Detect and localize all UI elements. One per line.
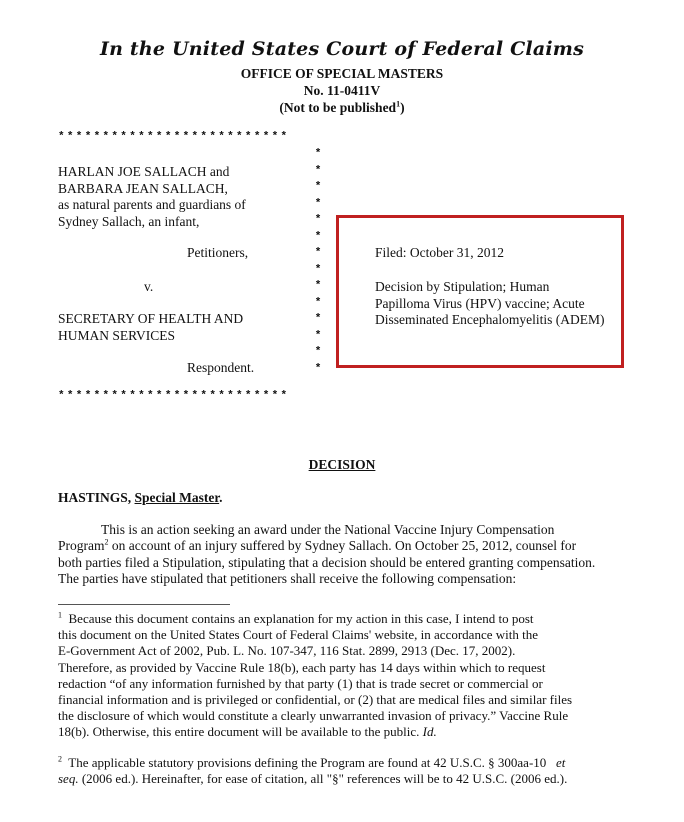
docket-number: No. 11-0411V (303, 83, 381, 98)
caption-star: * (314, 329, 322, 342)
decision-body: This is an action seeking an award under the National Vaccine Injury Compensation Program$^2$ on account of an injury suffered by Sydney Sallach. On October 25, 2012, counsel for both parties filed a Stipulation, stipulating that a decision should be entered granting compensation. The parties have stipulated that petitioners shall receive the following compensation: (58, 522, 596, 586)
caption-star: * (314, 181, 322, 193)
caption-star: * (314, 280, 322, 292)
caption-star: * (314, 164, 322, 177)
office-title: OFFICE OF SPECIAL MASTERS (240, 66, 444, 81)
decision-heading: DECISION (308, 457, 376, 472)
footnote-divider (58, 604, 230, 605)
caption-star: * (314, 197, 322, 210)
caption-top-stars: ************************** (58, 131, 290, 143)
caption-star: * (314, 362, 322, 375)
caption-star: * (314, 214, 322, 226)
versus: v. (144, 279, 154, 294)
caption-star: * (314, 346, 322, 358)
footnote-ref-2: 2 (104, 537, 109, 547)
decision-author: HASTINGS, Special Master. (58, 490, 223, 505)
caption-star: * (314, 313, 322, 325)
footnote-2: $^2$ The applicable statutory provisions defining the Program are found at 42 U.S.C. § 300aa-10 et seq. (2006 ed.). Hereinafter, for ease of citation, all "§" references will be to 42 U.S.C. (2006 ed.). (58, 754, 568, 787)
caption-star: * (314, 296, 322, 309)
publication-status: (Not to be published$^1$) (279, 99, 405, 115)
petitioners-label: Petitioners, (187, 245, 249, 260)
caption-star: * (314, 263, 322, 276)
caption-bottom-stars: ************************** (58, 390, 290, 402)
caption-star: * (314, 230, 322, 243)
respondent-label: Respondent. (187, 360, 255, 375)
petitioners-names: HARLAN JOE SALLACH and BARBARA JEAN SALLACH, as natural parents and guardians of Sydney Sallach, an infant, (58, 164, 246, 229)
filed-date: Filed: October 31, 2012 (375, 245, 504, 260)
respondent-name: SECRETARY OF HEALTH AND HUMAN SERVICES (58, 311, 244, 343)
footnote-ref-1: 1 (396, 99, 401, 109)
caption-star: * (314, 247, 322, 259)
footnote-1: $^1$ Because this document contains an explanation for my action in this case, I intend to post this document on the United States Court of Federal Claims' website, in accordance with the E-Government Act of 2002, Pub. L. No. 107-347, 116 Stat. 2899, 2913 (Dec. 17, 2002). Therefore, as provided by Vaccine Rule 18(b), each party has 14 days within which to request redaction “of any information furnished by that party (1) that is trade secret or commercial or financial information and is privileged or confidential, or (2) that are medical files and similar files the disclosure of which would constitute a clearly unwarranted invasion of privacy.” Vaccine Rule 18(b). Otherwise, this entire document will be available to the public. Id. (58, 610, 573, 740)
case-subject: Decision by Stipulation; Human Papilloma Virus (HPV) vaccine; Acute Disseminated Encephalomyelitis (ADEM) (375, 279, 605, 327)
caption-star: * (314, 148, 322, 160)
court-title: In the United States Court of Federal Claims (100, 38, 584, 60)
